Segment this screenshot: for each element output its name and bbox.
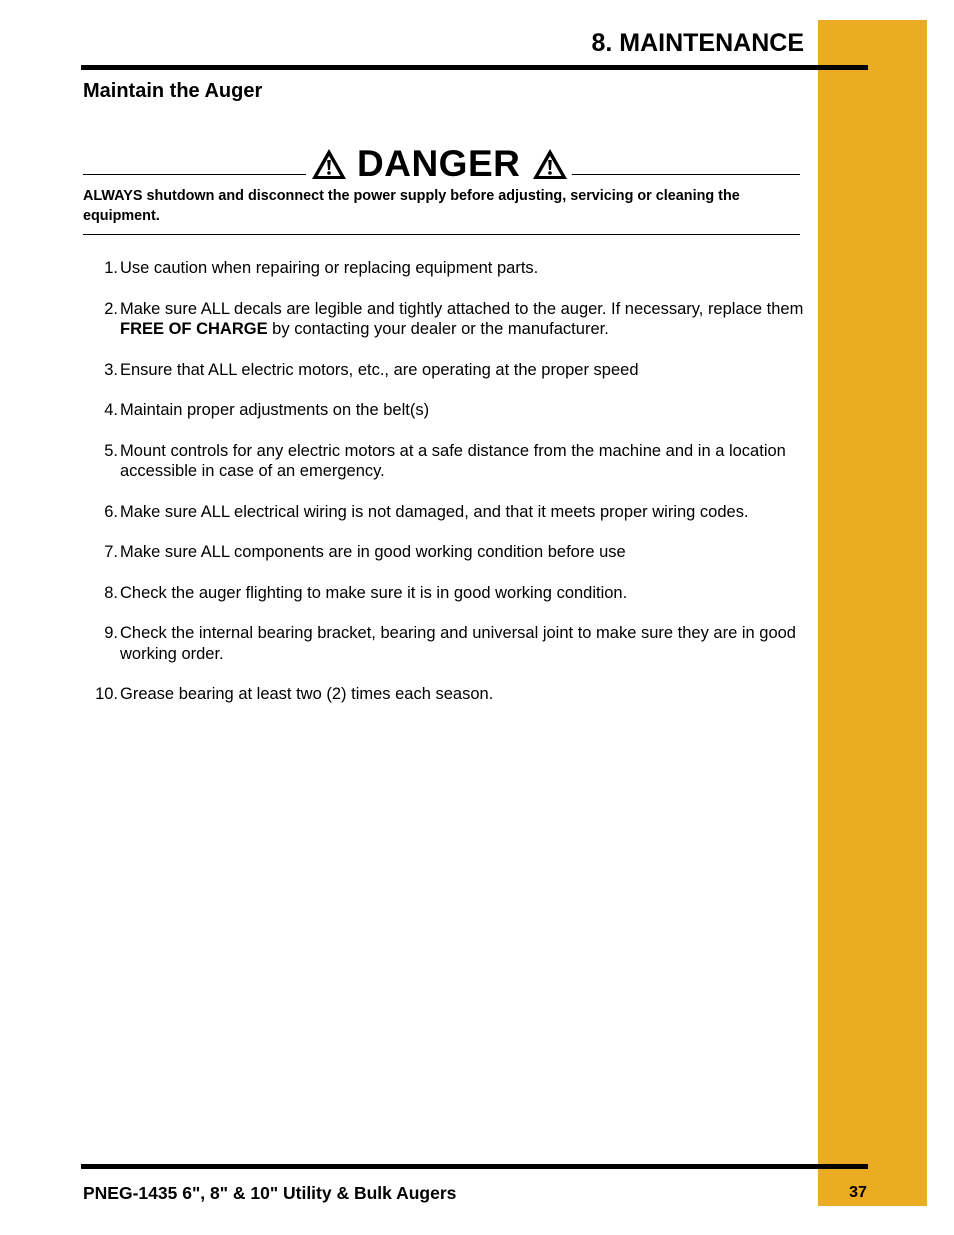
list-item — [104, 360, 810, 381]
step-text: Grease bearing at least two (2) times each season. — [120, 685, 494, 703]
step-number: 10. — [95, 685, 118, 703]
list-item — [104, 623, 810, 664]
footer-document-title: PNEG-1435 6", 8" & 10" Utility & Bulk Augers — [83, 1183, 457, 1203]
list-item — [104, 583, 810, 604]
step-text: Make sure ALL electrical wiring is not damaged, and that it meets proper wiring codes. — [120, 502, 749, 521]
step-number: 2. — [104, 299, 118, 318]
danger-heading — [311, 144, 568, 184]
maintenance-steps-list — [95, 258, 810, 725]
warning-triangle-icon — [532, 148, 568, 180]
section-title: Maintain the Auger — [83, 80, 263, 102]
chapter-title: 8. MAINTENANCE — [591, 29, 804, 57]
list-item — [104, 441, 810, 482]
danger-bottom-rule — [83, 234, 800, 235]
list-item — [104, 299, 810, 340]
step-text: Ensure that ALL electric motors, etc., are operating at the proper speed — [120, 360, 639, 379]
footer-rule — [81, 1164, 868, 1169]
step-text: Make sure ALL components are in good working condition before use — [120, 543, 626, 561]
danger-word: DANGER — [357, 143, 521, 184]
list-item — [104, 542, 810, 563]
list-item — [95, 684, 810, 705]
danger-message: ALWAYS shutdown and disconnect the power supply before adjusting, servicing or cleaning the equipment. — [83, 188, 740, 224]
step-text: Use caution when repairing or replacing equipment parts. — [120, 259, 539, 277]
list-item — [104, 502, 810, 523]
step-text: Check the internal bearing bracket, bearing and universal joint to make sure they are in good working order. — [120, 624, 796, 663]
step-number: 3. — [104, 360, 118, 379]
page-number: 37 — [849, 1184, 867, 1201]
step-number: 8. — [104, 583, 118, 602]
warning-triangle-icon — [311, 148, 347, 180]
header-rule — [81, 65, 868, 70]
step-number: 7. — [104, 543, 118, 561]
step-number: 9. — [104, 624, 118, 642]
list-item — [104, 400, 810, 421]
step-number: 5. — [104, 441, 118, 460]
free-of-charge-emphasis: FREE OF CHARGE — [120, 320, 268, 338]
step-text: Check the auger flighting to make sure it is in good working condition. — [120, 583, 628, 602]
step-text: Mount controls for any electric motors at a safe distance from the machine and in a location accessible in case of an emergency. — [120, 441, 786, 480]
step-number: 1. — [104, 259, 118, 277]
step-number: 4. — [104, 401, 118, 419]
chapter-side-tab — [818, 20, 927, 1206]
step-text: Maintain proper adjustments on the belt(s) — [120, 401, 430, 419]
step-number: 6. — [104, 502, 118, 521]
danger-rule-right — [572, 174, 800, 175]
step-text: Make sure ALL decals are legible and tightly attached to the auger. If necessary, replace them FREE OF CHARGE by contacting your dealer or the manufacturer. — [120, 299, 804, 338]
list-item — [104, 258, 810, 279]
danger-rule-left — [83, 174, 306, 175]
